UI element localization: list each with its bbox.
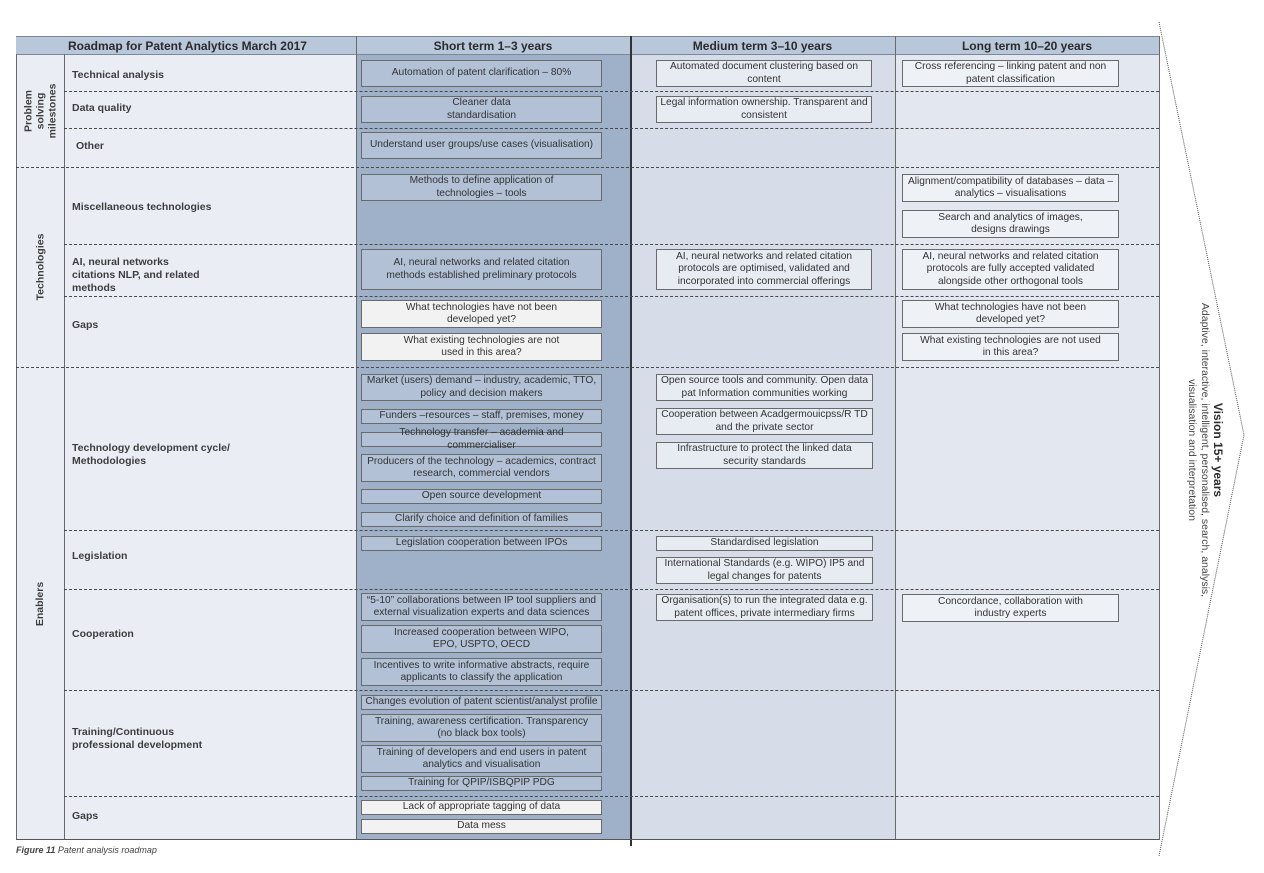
row-sep bbox=[64, 128, 1159, 129]
group-enablers-label: Enablers bbox=[33, 581, 46, 626]
row-gaps-enablers: Gaps bbox=[72, 810, 99, 822]
row-tech-dev-cycle: Technology development cycle/ Methodologies bbox=[72, 442, 230, 467]
box-td-medium-3: Infrastructure to protect the linked data security standards bbox=[656, 442, 873, 469]
box-ta-long: Cross referencing – linking patent and non patent classification bbox=[902, 60, 1119, 87]
divider-long bbox=[895, 36, 896, 840]
row-technical-analysis: Technical analysis bbox=[72, 69, 165, 81]
row-data-quality: Data quality bbox=[72, 102, 132, 114]
divider-group bbox=[64, 54, 65, 840]
box-misc-short: Methods to define application of technologies – tools bbox=[361, 174, 602, 201]
box-tr-short-3: Training of developers and end users in patent analytics and visualisation bbox=[361, 745, 602, 773]
box-td-short-3: Technology transfer – academia and commercialiser bbox=[361, 432, 602, 447]
box-other-short: Understand user groups/use cases (visualisation) bbox=[361, 132, 602, 159]
table-bottom-border bbox=[16, 839, 1159, 840]
divider-medium bbox=[630, 36, 632, 846]
group-enablers bbox=[16, 367, 64, 840]
row-sep bbox=[64, 296, 1159, 297]
vision-title: Vision 15+ years bbox=[1211, 402, 1226, 498]
box-gaps-long-2: What existing technologies are not used in this area? bbox=[902, 333, 1119, 361]
row-sep bbox=[64, 244, 1159, 245]
box-ta-medium: Automated document clustering based on content bbox=[656, 60, 872, 87]
figure-caption bbox=[16, 845, 157, 855]
box-dq-short: Cleaner data standardisation bbox=[361, 96, 602, 123]
box-td-short-6: Clarify choice and definition of families bbox=[361, 512, 602, 527]
box-leg-medium-2: International Standards (e.g. WIPO) IP5 and legal changes for patents bbox=[656, 557, 873, 584]
box-coop-short-2: Increased cooperation between WIPO, EPO, USPTO, OECD bbox=[361, 625, 602, 653]
box-ai-medium: AI, neural networks and related citation protocols are optimised, validated and incorporated into commercial offerings bbox=[656, 249, 872, 290]
box-td-short-4: Producers of the technology – academics, contract research, commercial vendors bbox=[361, 454, 602, 482]
long-term-column-bg bbox=[895, 54, 1159, 840]
row-sep bbox=[64, 91, 1159, 92]
box-ge-short-2: Data mess bbox=[361, 819, 602, 834]
vision-subtitle-1: Adaptive, interactive, intelligent, personalised, search, analysis, bbox=[1199, 302, 1212, 598]
row-ai-nlp: AI, neural networks citations NLP, and related methods bbox=[72, 256, 200, 294]
box-tr-short-1: Changes evolution of patent scientist/analyst profile bbox=[361, 695, 602, 710]
vision-text-rotated bbox=[1185, 303, 1225, 597]
vision-subtitle-2: visualisation and interpretation bbox=[1186, 379, 1199, 521]
row-misc-technologies: Miscellaneous technologies bbox=[72, 201, 212, 213]
group-technologies bbox=[16, 167, 64, 367]
box-td-medium-1: Open source tools and community. Open data pat Information communities working bbox=[656, 374, 873, 401]
group-problem-solving bbox=[16, 54, 64, 167]
divider-short bbox=[356, 36, 357, 840]
box-ge-short-1: Lack of appropriate tagging of data bbox=[361, 800, 602, 815]
group-sep bbox=[16, 367, 1159, 368]
box-td-short-5: Open source development bbox=[361, 489, 602, 504]
row-other: Other bbox=[76, 140, 105, 152]
row-sep bbox=[64, 796, 1159, 797]
box-ai-short: AI, neural networks and related citation methods established preliminary protocols bbox=[361, 249, 602, 290]
box-dq-medium: Legal information ownership. Transparent and consistent bbox=[656, 96, 872, 123]
group-sep bbox=[16, 167, 1159, 168]
box-ta-short: Automation of patent clarification – 80% bbox=[361, 60, 602, 87]
header-medium-term: Medium term 3–10 years bbox=[630, 36, 895, 55]
box-ai-long: AI, neural networks and related citation protocols are fully accepted validated alongside other orthogonal tools bbox=[902, 249, 1119, 290]
row-sep bbox=[64, 690, 1159, 691]
box-leg-short: Legislation cooperation between IPOs bbox=[361, 536, 602, 551]
box-tr-short-4: Training for QPIP/ISBQPIP PDG bbox=[361, 776, 602, 791]
header-title: Roadmap for Patent Analytics March 2017 bbox=[16, 36, 356, 55]
figure-caption-text: Patent analysis roadmap bbox=[57, 845, 157, 855]
box-tr-short-2: Training, awareness certification. Transparency (no black box tools) bbox=[361, 714, 602, 742]
box-coop-short-1: “5-10” collaborations between IP tool suppliers and external visualization experts and data sciences bbox=[361, 593, 602, 621]
box-misc-long-2: Search and analytics of images, designs drawings bbox=[902, 210, 1119, 238]
group-problem-solving-label: Problem solving milestones bbox=[22, 83, 58, 138]
box-misc-long-1: Alignment/compatibility of databases – data – analytics – visualisations bbox=[902, 174, 1119, 202]
row-training: Training/Continuous professional development bbox=[72, 726, 203, 751]
row-gaps-technologies: Gaps bbox=[72, 319, 99, 331]
row-legislation: Legislation bbox=[72, 550, 128, 562]
box-td-medium-2: Cooperation between Acadgermouicpss/R TD and the private sector bbox=[656, 408, 873, 435]
box-gaps-short-1: What technologies have not been developed yet? bbox=[361, 300, 602, 328]
box-coop-short-3: Incentives to write informative abstracts, require applicants to classify the application bbox=[361, 658, 602, 686]
box-gaps-short-2: What existing technologies are not used in this area? bbox=[361, 333, 602, 361]
box-td-short-1: Market (users) demand – industry, academic, TTO, policy and decision makers bbox=[361, 374, 602, 401]
group-technologies-label: Technologies bbox=[34, 233, 46, 301]
box-td-short-2: Funders –resources – staff, premises, money bbox=[361, 409, 602, 424]
box-coop-long: Concordance, collaboration with industry experts bbox=[902, 594, 1119, 622]
row-cooperation: Cooperation bbox=[72, 628, 134, 640]
header-long-term: Long term 10–20 years bbox=[895, 36, 1159, 55]
row-sep bbox=[64, 530, 1159, 531]
row-sep bbox=[64, 589, 1159, 590]
figure-caption-label: Figure 11 bbox=[16, 845, 56, 855]
header-short-term: Short term 1–3 years bbox=[356, 36, 630, 55]
vision-label-group bbox=[1180, 300, 1230, 600]
box-leg-medium-1: Standardised legislation bbox=[656, 536, 873, 551]
box-coop-medium: Organisation(s) to run the integrated data e.g. patent offices, private intermediary firms bbox=[656, 594, 873, 621]
box-gaps-long-1: What technologies have not been developed yet? bbox=[902, 300, 1119, 328]
